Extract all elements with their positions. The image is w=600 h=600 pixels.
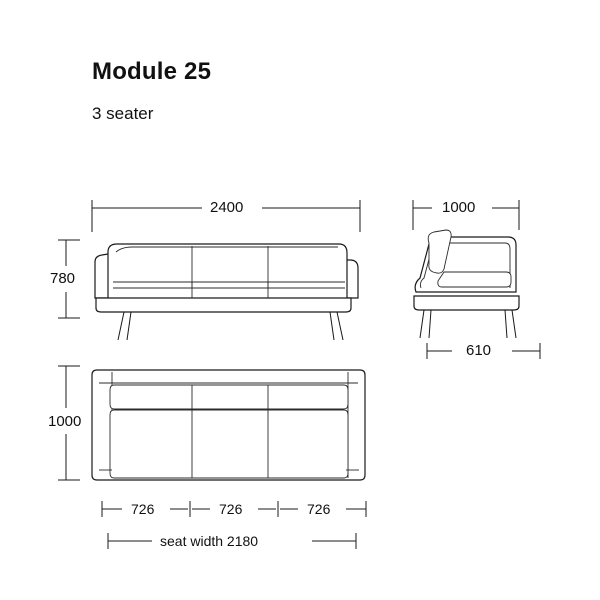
dim-side-depth: 1000 [437, 199, 480, 216]
side-elevation-view [414, 230, 519, 338]
dim-front-height: 780 [45, 270, 80, 287]
front-elevation-view [95, 244, 358, 340]
plan-view [92, 370, 365, 480]
page-subtitle: 3 seater [92, 104, 154, 123]
dim-seat-width-total: seat width 2180 [155, 533, 263, 549]
dim-seat-1: 726 [126, 501, 159, 517]
dim-seat-2: 726 [214, 501, 247, 517]
dim-seat-3: 726 [302, 501, 335, 517]
dim-plan-depth: 1000 [43, 413, 86, 430]
page-title: Module 25 [92, 58, 212, 85]
dim-front-width: 2400 [205, 199, 248, 216]
dim-side-seat-depth: 610 [461, 342, 496, 359]
